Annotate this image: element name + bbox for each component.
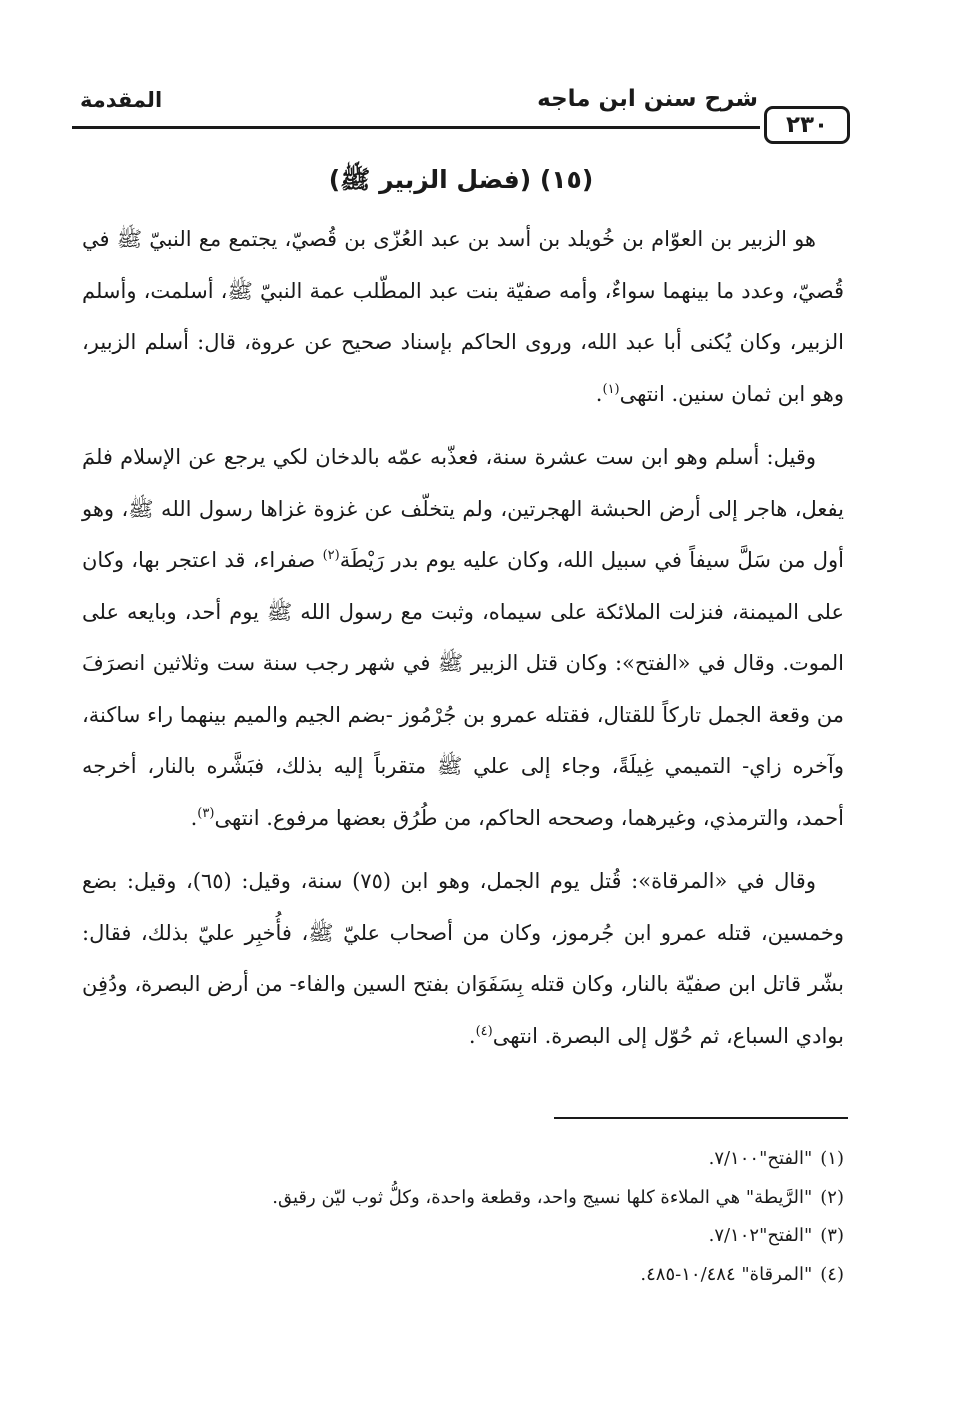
footnote	[82, 1179, 844, 1218]
paragraph	[82, 432, 844, 844]
paragraph-text: وقال في «المرقاة»: قُتل يوم الجمل، وهو ابن (٧٥) سنة، وقيل: (٦٥)، وقيل: بضع وخمسين، قتله عمرو ابن جُرموز، وكان من أصحاب عليّ ﷺ، فأُخبِر عليّ بذلك، فقال: بشّر قاتل ابن صفيّة بالنار، وكان قتله بِسَفَوَان بفتح السين والفاء- من أرض البصرة، ودُفِن بوادي السباع، ثم حُوّل إلى البصرة. انتهى	[82, 869, 844, 1048]
footnote-ref[interactable]: (١)	[602, 381, 620, 397]
footnote-text: "المرقاة" ١٠/٤٨٤-٤٨٥.	[640, 1263, 813, 1285]
footnote	[82, 1217, 844, 1256]
footnotes	[82, 1140, 844, 1294]
paragraph-end: .	[190, 805, 198, 830]
paragraph-end: .	[595, 381, 603, 406]
paragraph-text: وقيل: أسلم وهو ابن ست عشرة سنة، فعذّبه عمّه بالدخان لكي يرجع عن الإسلام فلمَ يفعل، هاجر إلى أرض الحبشة الهجرتين، ولم يتخلّف عن غزوة غزاها رسول الله ﷺ، وهو أول من سَلَّ سيفاً في سبيل الله، وكان عليه يوم بدر رَيْطَة	[82, 445, 844, 572]
footnote-number: (٤)	[820, 1263, 844, 1285]
footnote-number: (٣)	[820, 1225, 844, 1246]
footnote-ref[interactable]: (٣)	[197, 805, 215, 821]
footnote-text: "الفتح"٧/١٠٠.	[708, 1148, 813, 1169]
page-header	[72, 74, 850, 150]
footnote-text: "الرَّيطة" هي الملاءة كلها نسيج واحد، وقطعة واحدة، وكلُّ ثوب ليّن رقيق.	[272, 1186, 813, 1208]
paragraph	[82, 856, 844, 1062]
header-rule	[72, 126, 760, 129]
footnote-number: (٢)	[820, 1186, 844, 1208]
footnote-ref[interactable]: (٤)	[475, 1023, 493, 1039]
footnote-ref[interactable]: (٢)	[322, 548, 340, 563]
book-title: شرح سنن ابن ماجه	[537, 86, 758, 112]
paragraph	[82, 214, 844, 420]
footnote	[82, 1256, 844, 1295]
footnote-text: "الفتح"٧/١٠٢.	[708, 1225, 813, 1246]
body-text	[82, 214, 844, 1074]
page-number: ٢٣٠	[764, 106, 850, 144]
section-title: المقدمة	[80, 88, 163, 112]
chapter-heading: (١٥) (فضل الزبير ﷺ)	[328, 165, 594, 194]
footnote	[82, 1140, 844, 1179]
footnote-number: (١)	[820, 1148, 844, 1169]
footnote-divider	[554, 1117, 848, 1119]
paragraph-text: صفراء، قد اعتجر بها، وكان على الميمنة، فنزلت الملائكة على سيماه، وثبت مع رسول الله ﷺ يوم أحد، وبايعه على الموت. وقال في «الفتح»: وكان قتل الزبير ﷺ في شهر رجب سنة ست وثلاثين انصرَفَ من وقعة الجمل تاركاً للقتال، فقتله عمرو بن جُرْمُوز -بضم الجيم والميم بينهما راء ساكنة، وآخره زاي- التميمي غِيلَةً، وجاء إلى علي ﷺ متقرباً إليه بذلك، فبَشَّره بالنار، أخرجه أحمد، والترمذي، وغيرهما، وصححه الحاكم، من طُرُق بعضها مرفوع. انتهى	[82, 548, 844, 830]
paragraph-end: .	[468, 1023, 476, 1048]
paragraph-text: هو الزبير بن العوّام بن خُويلد بن أسد بن عبد العُزّى بن قُصيّ، يجتمع مع النبيّ ﷺ في قُصيّ، وعدد ما بينهما سواءٌ، وأمه صفيّة بنت عبد المطّلب عمة النبيّ ﷺ، أسلمت، وأسلم الزبير، وكان يُكنى أبا عبد الله، وروى الحاكم بإسناد صحيح عن عروة، قال: أسلم الزبير، وهو ابن ثمان سنين. انتهى	[82, 227, 844, 406]
